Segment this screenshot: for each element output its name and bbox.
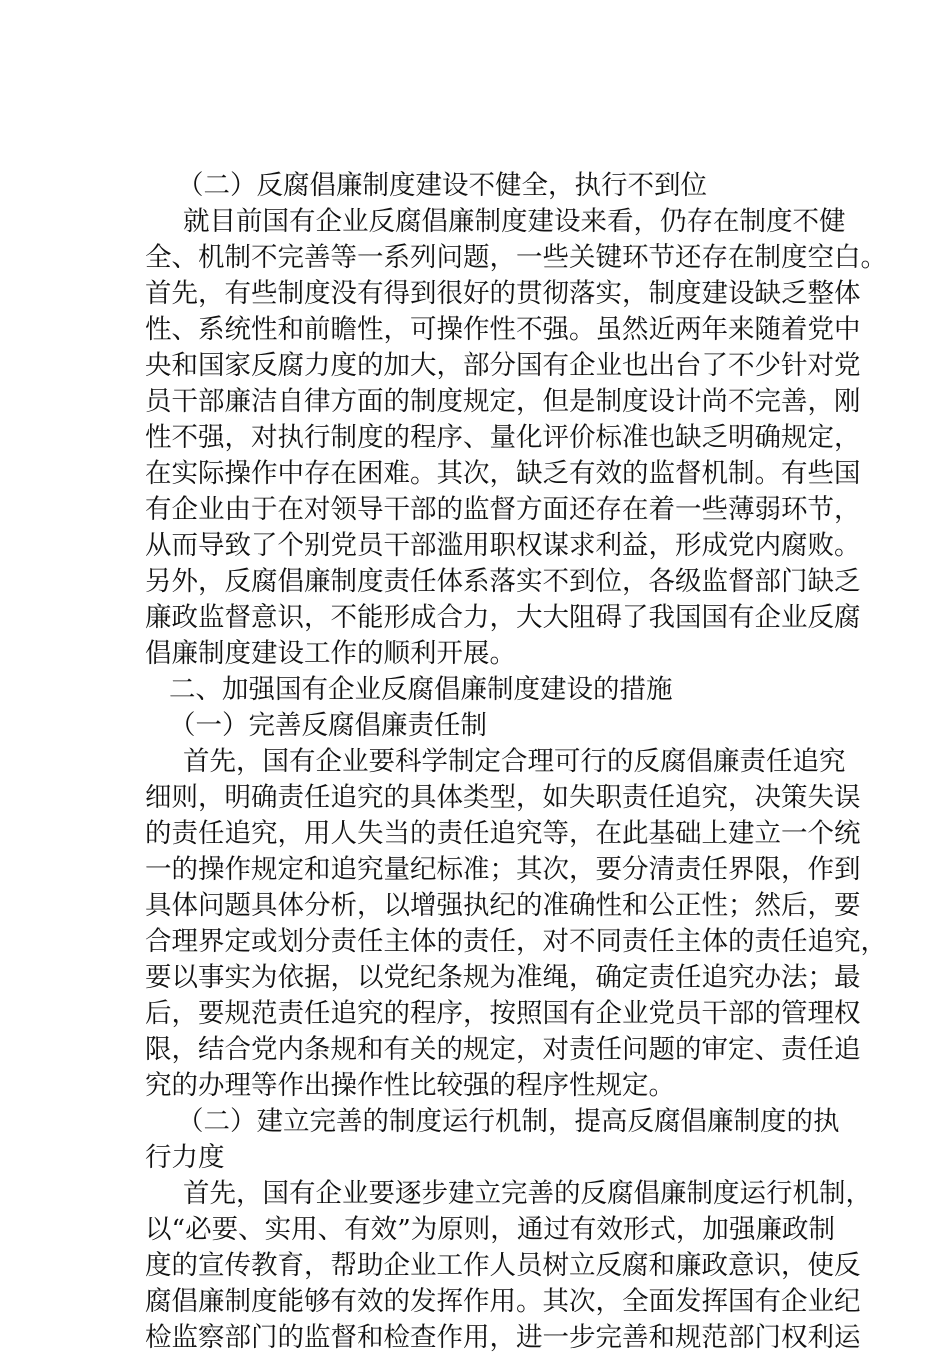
text-line: 以“必要、实用、有效”为原则，通过有效形式，加强廉政制 <box>145 1214 835 1245</box>
paragraph <box>145 1176 872 1356</box>
text-line: 另外，反腐倡廉制度责任体系落实不到位，各级监督部门缺乏 <box>145 566 861 597</box>
text-line: 后，要规范责任追究的程序，按照国有企业党员干部的管理权 <box>145 998 861 1029</box>
text-line: 检监察部门的监督和检查作用，进一步完善和规范部门权利运 <box>145 1322 861 1353</box>
subheading-2-2 <box>145 1104 840 1176</box>
text-line: 全、机制不完善等一系列问题，一些关键环节还存在制度空白。 <box>145 242 887 273</box>
text-line: 行力度 <box>145 1142 225 1173</box>
text-line: 在实际操作中存在困难。其次，缺乏有效的监督机制。有些国 <box>145 458 861 489</box>
text-line: 性、系统性和前瞻性，可操作性不强。虽然近两年来随着党中 <box>145 314 861 345</box>
text-line: （二）反腐倡廉制度建设不健全，执行不到位 <box>177 170 707 201</box>
text-line: （一）完善反腐倡廉责任制 <box>169 710 487 741</box>
text-line: 首先，国有企业要科学制定合理可行的反腐倡廉责任追究 <box>183 746 846 777</box>
paragraph <box>145 204 887 672</box>
paragraph <box>145 744 887 1104</box>
section-heading-2 <box>145 672 835 708</box>
subheading-2-1 <box>145 168 835 204</box>
text-line: 要以事实为依据，以党纪条规为准绳，确定责任追究办法；最 <box>145 962 861 993</box>
text-line: 具体问题具体分析，以增强执纪的准确性和公正性；然后，要 <box>145 890 861 921</box>
subheading-2-1 <box>145 708 835 744</box>
text-line: （二）建立完善的制度运行机制，提高反腐倡廉制度的执 <box>177 1106 840 1137</box>
text-line: 廉政监督意识，不能形成合力，大大阻碍了我国国有企业反腐 <box>145 602 861 633</box>
text-line: 腐倡廉制度能够有效的发挥作用。其次，全面发挥国有企业纪 <box>145 1286 861 1317</box>
text-line: 从而导致了个别党员干部滥用职权谋求利益，形成党内腐败。 <box>145 530 861 561</box>
text-line: 首先，国有企业要逐步建立完善的反腐倡廉制度运行机制， <box>183 1178 872 1209</box>
text-line: 合理界定或划分责任主体的责任，对不同责任主体的责任追究， <box>145 926 887 957</box>
text-line: 员干部廉洁自律方面的制度规定，但是制度设计尚不完善，刚 <box>145 386 861 417</box>
text-line: 的责任追究，用人失当的责任追究等，在此基础上建立一个统 <box>145 818 861 849</box>
text-line: 有企业由于在对领导干部的监督方面还存在着一些薄弱环节， <box>145 494 861 525</box>
document-body <box>145 168 887 1356</box>
text-line: 央和国家反腐力度的加大，部分国有企业也出台了不少针对党 <box>145 350 861 381</box>
text-line: 细则，明确责任追究的具体类型，如失职责任追究，决策失误 <box>145 782 861 813</box>
text-line: 就目前国有企业反腐倡廉制度建设来看，仍存在制度不健 <box>183 206 846 237</box>
text-line: 性不强，对执行制度的程序、量化评价标准也缺乏明确规定， <box>145 422 861 453</box>
text-line: 二、加强国有企业反腐倡廉制度建设的措施 <box>169 674 673 705</box>
text-line: 首先，有些制度没有得到很好的贯彻落实，制度建设缺乏整体 <box>145 278 861 309</box>
text-line: 究的办理等作出操作性比较强的程序性规定。 <box>145 1070 675 1101</box>
text-line: 度的宣传教育，帮助企业工作人员树立反腐和廉政意识，使反 <box>145 1250 861 1281</box>
text-line: 限，结合党内条规和有关的规定，对责任问题的审定、责任追 <box>145 1034 861 1065</box>
text-line: 倡廉制度建设工作的顺利开展。 <box>145 638 516 669</box>
text-line: 一的操作规定和追究量纪标准；其次，要分清责任界限，作到 <box>145 854 861 885</box>
